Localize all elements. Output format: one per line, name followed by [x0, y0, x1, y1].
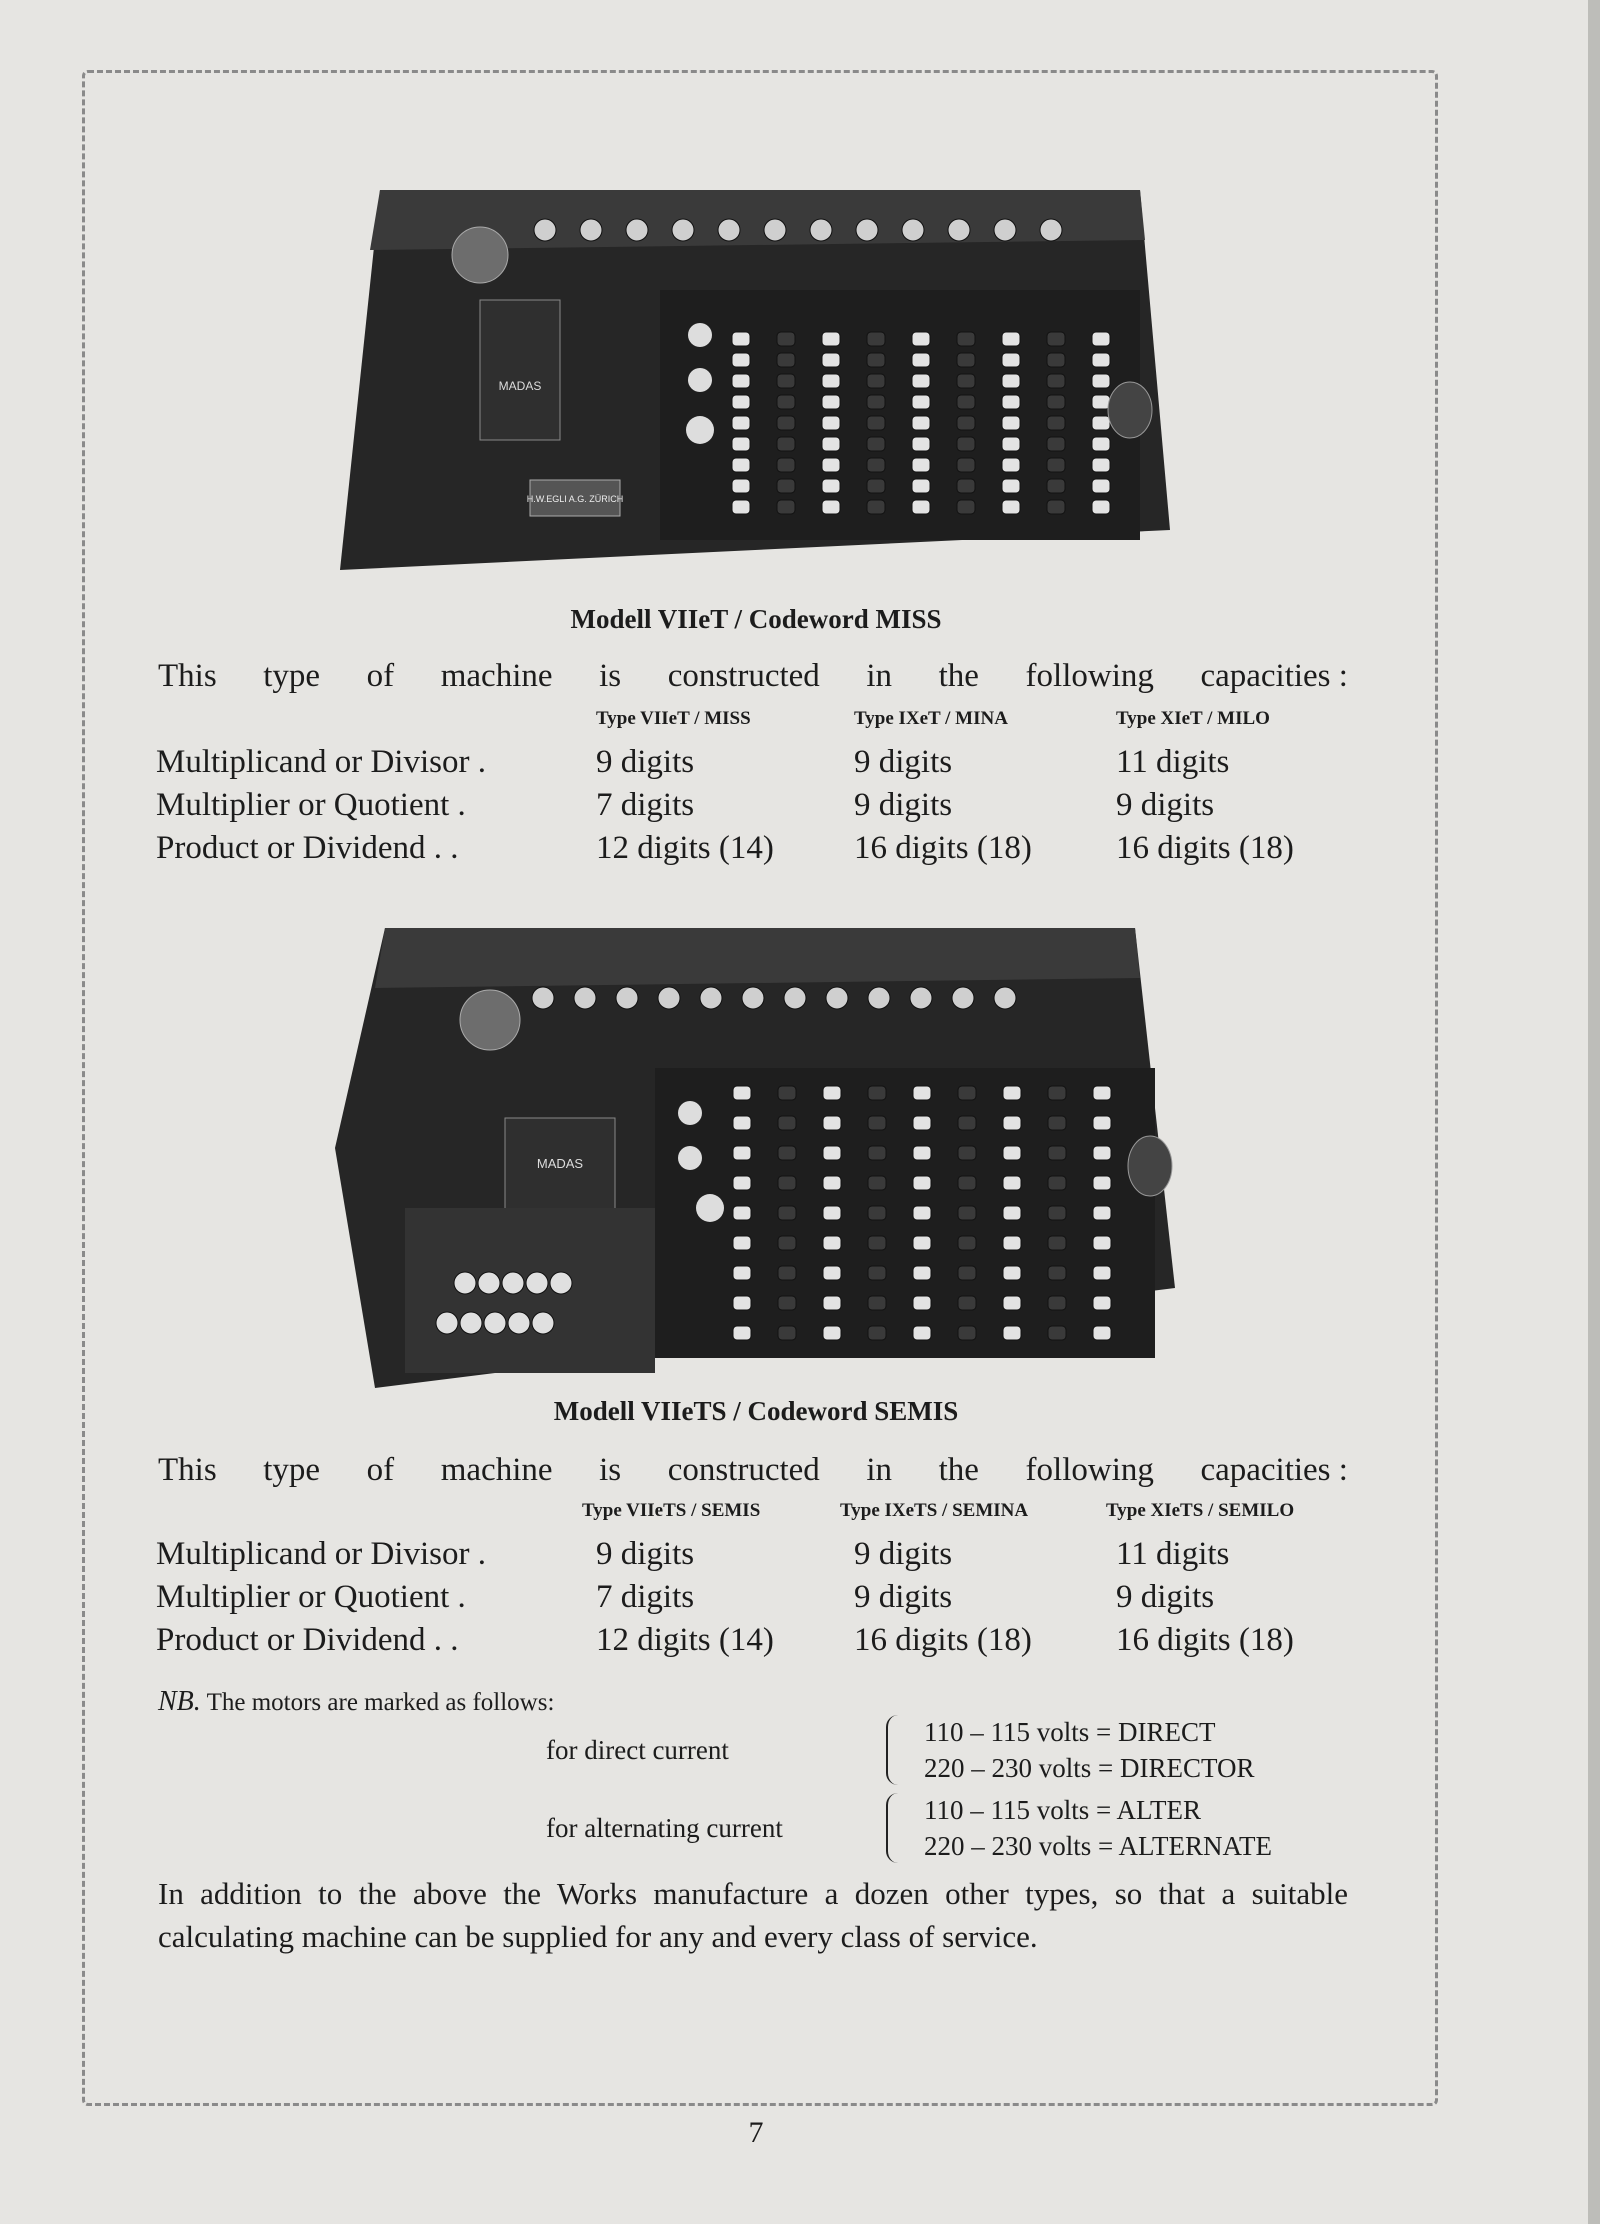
key [1093, 1266, 1111, 1280]
key [913, 1266, 931, 1280]
key [822, 374, 840, 388]
key [733, 1326, 751, 1340]
key [1047, 416, 1065, 430]
voltage-line: 110 – 115 volts = DIRECT [924, 1717, 1216, 1747]
key [1092, 458, 1110, 472]
dial [948, 219, 970, 241]
intro-word: capacities : [1200, 1452, 1348, 1488]
direct-current-label: for direct current [546, 1734, 729, 1765]
key [733, 1086, 751, 1100]
key [1093, 1236, 1111, 1250]
key [1048, 1296, 1066, 1310]
key [823, 1176, 841, 1190]
key [913, 1326, 931, 1340]
dial [534, 219, 556, 241]
key [912, 395, 930, 409]
voltage-line: 220 – 230 volts = DIRECTOR [924, 1753, 1255, 1783]
key [823, 1326, 841, 1340]
key [733, 1176, 751, 1190]
intro-word: This [158, 658, 217, 694]
key [1092, 479, 1110, 493]
row-label: Multiplier or Quotient . [156, 787, 466, 823]
number-key [454, 1272, 476, 1294]
key [822, 500, 840, 514]
key [1048, 1266, 1066, 1280]
intro-word: in [866, 1452, 893, 1488]
key [1093, 1116, 1111, 1130]
key [1003, 1206, 1021, 1220]
key [1003, 1326, 1021, 1340]
intro-word: machine [440, 1452, 553, 1488]
capacity-table-2 [156, 1500, 1356, 1665]
cell: 9 digits [854, 1536, 953, 1572]
key [732, 332, 750, 346]
number-key [460, 1312, 482, 1334]
badge-text-2: MADAS [536, 1156, 584, 1171]
cell: 7 digits [596, 1579, 695, 1615]
brace [886, 1715, 910, 1785]
key [732, 500, 750, 514]
dial [826, 987, 848, 1009]
intro-word: is [599, 658, 622, 694]
dial [868, 987, 890, 1009]
key [733, 1146, 751, 1160]
key [868, 1146, 886, 1160]
key [958, 1236, 976, 1250]
key [778, 1086, 796, 1100]
cell: 9 digits [854, 744, 953, 780]
caption-machine-2: Modell VIIeTS / Codeword SEMIS [553, 1396, 959, 1426]
key [732, 479, 750, 493]
key [1048, 1326, 1066, 1340]
table-row [156, 1579, 1356, 1622]
cell: 7 digits [596, 787, 695, 823]
key [1092, 353, 1110, 367]
machine-photo-viiet [340, 150, 1170, 580]
key [1048, 1176, 1066, 1190]
intro-word: is [599, 1452, 622, 1488]
cell: 9 digits [1116, 787, 1215, 823]
type-header: Type IXeTS / SEMINA [840, 1500, 1029, 1521]
key [1047, 479, 1065, 493]
key [823, 1266, 841, 1280]
key [958, 1206, 976, 1220]
intro-word: the [938, 1452, 979, 1488]
key [867, 374, 885, 388]
number-key [550, 1272, 572, 1294]
key [958, 1176, 976, 1190]
intro-word: of [366, 1452, 395, 1488]
closing-paragraph: In addition to the above the Works manufacture a dozen other types, so that a suitable calculating machine can be supplied for any and every class of service. [158, 1876, 1348, 1954]
key [1092, 374, 1110, 388]
key [778, 1326, 796, 1340]
page-number: 7 [748, 2116, 764, 2149]
intro-word: capacities : [1200, 658, 1348, 694]
intro-word: the [938, 658, 979, 694]
number-key [508, 1312, 530, 1334]
key [1093, 1176, 1111, 1190]
key [732, 395, 750, 409]
key [958, 1296, 976, 1310]
key [1047, 395, 1065, 409]
key [867, 416, 885, 430]
key [1047, 458, 1065, 472]
table-row [156, 787, 1356, 830]
key [777, 458, 795, 472]
alternating-current-block [546, 1792, 1366, 1864]
key [868, 1296, 886, 1310]
dial [658, 987, 680, 1009]
row-label: Multiplier or Quotient . [156, 1579, 466, 1615]
dial [532, 987, 554, 1009]
key [913, 1086, 931, 1100]
key [868, 1236, 886, 1250]
table-row [156, 744, 1356, 787]
nb-label: NB. [158, 1686, 201, 1717]
key [868, 1326, 886, 1340]
brace [886, 1793, 910, 1863]
key [777, 437, 795, 451]
key [1092, 500, 1110, 514]
dial [994, 987, 1016, 1009]
key [733, 1116, 751, 1130]
key [777, 353, 795, 367]
intro-word: machine [440, 658, 553, 694]
key [1092, 416, 1110, 430]
intro-word: This [158, 1452, 217, 1488]
key [777, 374, 795, 388]
key [957, 479, 975, 493]
key [1048, 1116, 1066, 1130]
key [778, 1266, 796, 1280]
key [1092, 395, 1110, 409]
table-row [156, 1536, 1356, 1579]
type-header: Type VIIeTS / SEMIS [582, 1500, 761, 1521]
key [868, 1206, 886, 1220]
capacity-table-header [156, 1500, 1356, 1536]
dial [764, 219, 786, 241]
dial [1040, 219, 1062, 241]
key [912, 437, 930, 451]
intro-word: following [1025, 658, 1154, 694]
type-header: Type XIeTS / SEMILO [1106, 1500, 1295, 1521]
dial [856, 219, 878, 241]
cell: 12 digits (14) [596, 830, 774, 866]
key [912, 353, 930, 367]
machine-illustration-1 [340, 150, 1170, 580]
key [822, 416, 840, 430]
key [913, 1206, 931, 1220]
key [867, 479, 885, 493]
key [1003, 1296, 1021, 1310]
key [1093, 1296, 1111, 1310]
key [868, 1116, 886, 1130]
cell: 9 digits [854, 787, 953, 823]
number-key [532, 1312, 554, 1334]
key [823, 1296, 841, 1310]
capacity-table-header [156, 708, 1356, 744]
key [1093, 1326, 1111, 1340]
key [912, 458, 930, 472]
cell: 16 digits (18) [1116, 830, 1294, 866]
dial [718, 219, 740, 241]
table-row [156, 830, 1356, 873]
intro-word: constructed [667, 658, 820, 694]
key [1048, 1206, 1066, 1220]
key [823, 1206, 841, 1220]
intro-word: type [263, 1452, 321, 1488]
key [733, 1266, 751, 1280]
key [1002, 479, 1020, 493]
badge-text-1: MADAS [498, 379, 542, 393]
dial [700, 987, 722, 1009]
row-label: Multiplicand or Divisor . [156, 744, 486, 780]
key [957, 332, 975, 346]
key [777, 416, 795, 430]
key [823, 1086, 841, 1100]
number-key [502, 1272, 524, 1294]
key [1092, 437, 1110, 451]
intro-word: in [866, 658, 893, 694]
key [732, 458, 750, 472]
type-header: Type XIeT / MILO [1116, 708, 1270, 729]
capacity-table-1 [156, 708, 1356, 873]
key [957, 458, 975, 472]
machine-illustration-2 [335, 918, 1175, 1398]
key [957, 437, 975, 451]
key [957, 374, 975, 388]
dial [742, 987, 764, 1009]
key [733, 1296, 751, 1310]
key [958, 1146, 976, 1160]
key [822, 395, 840, 409]
key [867, 395, 885, 409]
intro-word: following [1025, 1452, 1154, 1488]
key [823, 1146, 841, 1160]
key [822, 332, 840, 346]
key [822, 479, 840, 493]
key [1047, 500, 1065, 514]
key [733, 1236, 751, 1250]
key [1047, 353, 1065, 367]
voltage-line: 220 – 230 volts = ALTERNATE [924, 1831, 1272, 1861]
intro-text-1 [158, 658, 1348, 695]
key [777, 332, 795, 346]
key [868, 1266, 886, 1280]
key [1003, 1086, 1021, 1100]
type-header: Type IXeT / MINA [854, 708, 1008, 729]
table-row [156, 1622, 1356, 1665]
key [1002, 437, 1020, 451]
number-key [484, 1312, 506, 1334]
key [913, 1116, 931, 1130]
key [958, 1116, 976, 1130]
dial [952, 987, 974, 1009]
dial [994, 219, 1016, 241]
cell: 9 digits [854, 1579, 953, 1615]
key [778, 1206, 796, 1220]
key [912, 374, 930, 388]
intro-word: constructed [667, 1452, 820, 1488]
cell: 16 digits (18) [854, 1622, 1032, 1658]
dial [580, 219, 602, 241]
machine-photo-viiets [335, 918, 1175, 1398]
key [778, 1116, 796, 1130]
key [1002, 395, 1020, 409]
key [912, 479, 930, 493]
dial [616, 987, 638, 1009]
key [822, 458, 840, 472]
key [868, 1086, 886, 1100]
key [1002, 458, 1020, 472]
caption-machine-1: Modell VIIeT / Codeword MISS [570, 604, 942, 634]
dial [902, 219, 924, 241]
key [867, 353, 885, 367]
key [1093, 1146, 1111, 1160]
keyboard-keys [733, 1086, 1111, 1340]
key [1093, 1086, 1111, 1100]
key [912, 332, 930, 346]
key [732, 374, 750, 388]
key [1047, 332, 1065, 346]
key [958, 1326, 976, 1340]
key [912, 416, 930, 430]
key [732, 353, 750, 367]
page-edge [1588, 0, 1600, 2224]
key [867, 458, 885, 472]
key [1003, 1176, 1021, 1190]
cell: 11 digits [1116, 744, 1230, 780]
key [868, 1176, 886, 1190]
key [1092, 332, 1110, 346]
key [778, 1296, 796, 1310]
maker-plate-text: H.W.EGLI A.G. ZÜRICH [526, 494, 624, 504]
voltage-line: 110 – 115 volts = ALTER [924, 1795, 1202, 1825]
key [1093, 1206, 1111, 1220]
row-label: Product or Dividend . . [156, 1622, 459, 1658]
key [867, 500, 885, 514]
key [778, 1176, 796, 1190]
type-header: Type VIIeT / MISS [596, 708, 751, 729]
cell: 16 digits (18) [1116, 1622, 1294, 1658]
cell: 11 digits [1116, 1536, 1230, 1572]
dial [626, 219, 648, 241]
key [1048, 1236, 1066, 1250]
key [958, 1266, 976, 1280]
dial [910, 987, 932, 1009]
dial [574, 987, 596, 1009]
key [957, 416, 975, 430]
cell: 9 digits [596, 744, 695, 780]
key [778, 1236, 796, 1250]
cell: 9 digits [1116, 1579, 1215, 1615]
key [957, 500, 975, 514]
key [1002, 353, 1020, 367]
key [1047, 374, 1065, 388]
key [957, 395, 975, 409]
key [867, 437, 885, 451]
key [958, 1086, 976, 1100]
key [777, 500, 795, 514]
key [778, 1146, 796, 1160]
key [1002, 416, 1020, 430]
key [1003, 1146, 1021, 1160]
motor-note-text: The motors are marked as follows: [206, 1689, 555, 1716]
key [1003, 1266, 1021, 1280]
key [777, 479, 795, 493]
key [957, 353, 975, 367]
row-label: Multiplicand or Divisor . [156, 1536, 486, 1572]
direct-current-block [546, 1714, 1366, 1786]
cell: 16 digits (18) [854, 830, 1032, 866]
intro-word: of [366, 658, 395, 694]
key [867, 332, 885, 346]
key [1002, 500, 1020, 514]
dial [784, 987, 806, 1009]
key [913, 1236, 931, 1250]
intro-text-2 [158, 1452, 1348, 1489]
key [1002, 374, 1020, 388]
key [822, 437, 840, 451]
key [1003, 1236, 1021, 1250]
number-key [478, 1272, 500, 1294]
key [913, 1146, 931, 1160]
key [823, 1116, 841, 1130]
key [912, 500, 930, 514]
key [732, 437, 750, 451]
motor-note [158, 1686, 554, 1718]
key [1002, 332, 1020, 346]
row-label: Product or Dividend . . [156, 830, 459, 866]
number-key [526, 1272, 548, 1294]
key [913, 1296, 931, 1310]
key [823, 1236, 841, 1250]
intro-word: type [263, 658, 321, 694]
key [777, 395, 795, 409]
key [733, 1206, 751, 1220]
number-key [436, 1312, 458, 1334]
key [1047, 437, 1065, 451]
key [732, 416, 750, 430]
cell: 9 digits [596, 1536, 695, 1572]
key [913, 1176, 931, 1190]
cell: 12 digits (14) [596, 1622, 774, 1658]
key [1048, 1146, 1066, 1160]
dial [672, 219, 694, 241]
key [1048, 1086, 1066, 1100]
keyboard-keys [732, 332, 1110, 514]
key [822, 353, 840, 367]
dial [810, 219, 832, 241]
key [1003, 1116, 1021, 1130]
alternating-current-label: for alternating current [546, 1812, 783, 1843]
